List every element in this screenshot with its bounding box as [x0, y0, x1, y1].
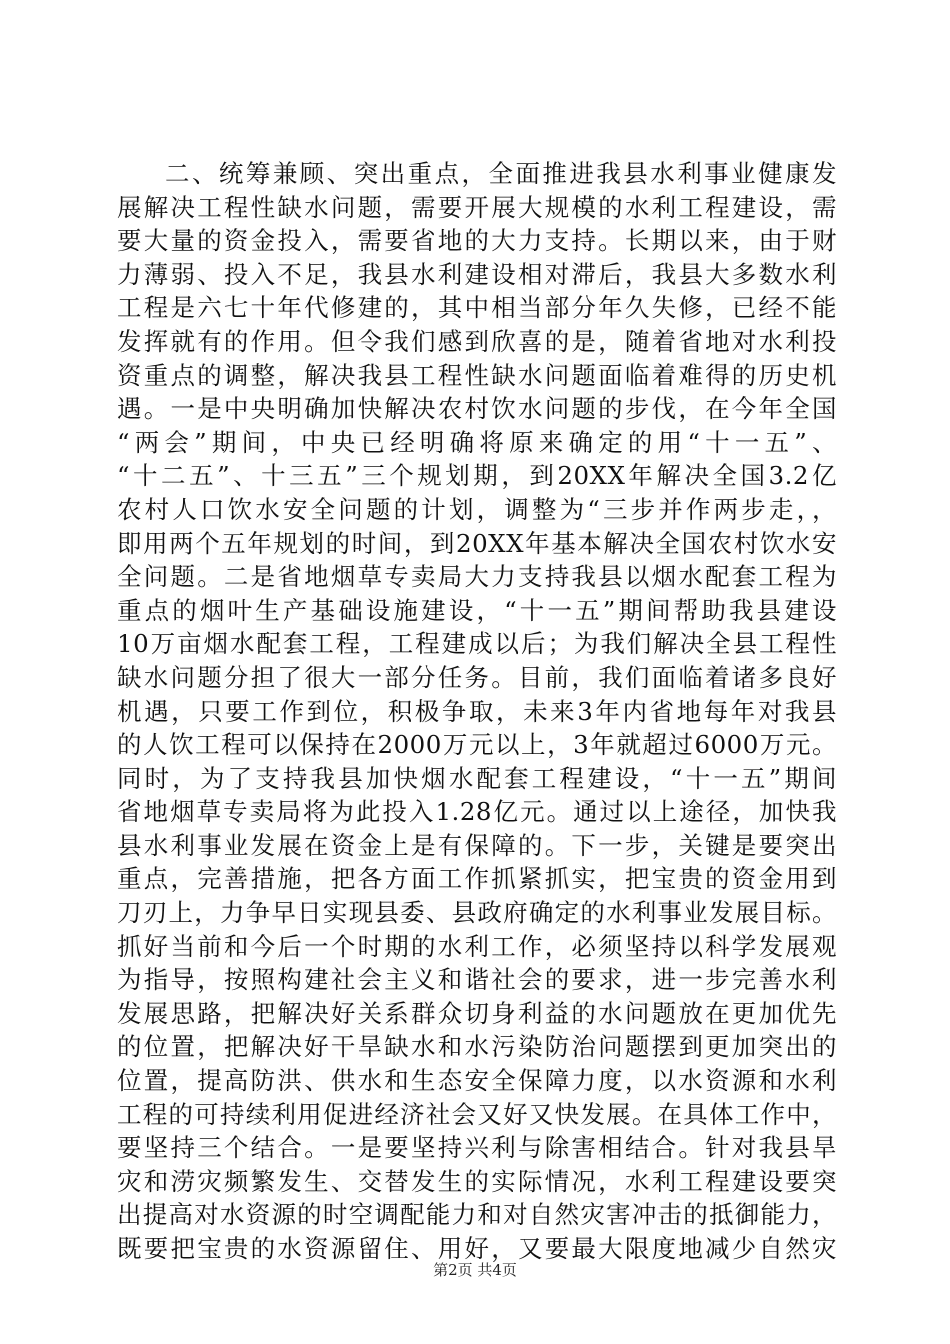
text-line: 机遇，只要工作到位，积极争取，未来3年内省地每年对我县	[117, 696, 837, 726]
text-line: 资重点的调整，解决我县工程性缺水问题面临着难得的历史机	[117, 360, 837, 390]
text-line: 发展思路，把解决好关系群众切身利益的水问题放在更加优先	[117, 998, 837, 1028]
text-line: “十二五”、十三五”三个规划期，到20XX年解决全国3.2亿	[117, 461, 837, 491]
text-line: 即用两个五年规划的时间，到20XX年基本解决全国农村饮水安	[117, 528, 837, 558]
text-line: 为指导，按照构建社会主义和谐社会的要求，进一步完善水利	[117, 965, 837, 995]
text-line: 刀刃上，力争早日实现县委、县政府确定的水利事业发展目标。	[117, 898, 837, 928]
text-line: 的位置，把解决好干旱缺水和水污染防治问题摆到更加突出的	[117, 1032, 837, 1062]
text-line: “两会”期间，中央已经明确将原来确定的用“十一五”、	[117, 427, 837, 457]
text-line: 既要把宝贵的水资源留住、用好，又要最大限度地减少自然灾	[117, 1234, 837, 1263]
text-line: 二、统筹兼顾、突出重点，全面推进我县水利事业健康发	[165, 159, 837, 188]
text-line: 全问题。二是省地烟草专卖局大力支持我县以烟水配套工程为	[117, 562, 837, 592]
text-line: 省地烟草专卖局将为此投入1.28亿元。通过以上途径，加快我	[117, 797, 837, 827]
text-line: 同时，为了支持我县加快烟水配套工程建设，“十一五”期间	[117, 763, 837, 793]
text-line: 位置，提高防洪、供水和生态安全保障力度，以水资源和水利	[117, 1066, 837, 1096]
body-paragraph	[117, 157, 837, 1266]
text-line: 力薄弱、投入不足，我县水利建设相对滞后，我县大多数水利	[117, 259, 837, 289]
text-line: 重点的烟叶生产基础设施建设，“十一五”期间帮助我县建设	[117, 595, 837, 625]
text-line: 工程是六七十年代修建的，其中相当部分年久失修，已经不能	[117, 293, 837, 323]
text-line: 农村人口饮水安全问题的计划，调整为“三步并作两步走，，	[117, 494, 837, 524]
text-line: 出提高对水资源的时空调配能力和对自然灾害冲击的抵御能力，	[117, 1200, 837, 1230]
text-line: 重点，完善措施，把各方面工作抓紧抓实，把宝贵的资金用到	[117, 864, 837, 894]
text-line: 缺水问题分担了很大一部分任务。目前，我们面临着诸多良好	[117, 662, 837, 692]
text-line: 发挥就有的作用。但令我们感到欣喜的是，随着省地对水利投	[117, 326, 837, 356]
text-line: 要坚持三个结合。一是要坚持兴利与除害相结合。针对我县旱	[117, 1133, 837, 1163]
text-line: 县水利事业发展在资金上是有保障的。下一步，关键是要突出	[117, 830, 837, 860]
text-line: 的人饮工程可以保持在2000万元以上，3年就超过6000万元。	[117, 730, 837, 760]
text-line: 遇。一是中央明确加快解决农村饮水问题的步伐，在今年全国	[117, 394, 837, 424]
text-line: 要大量的资金投入，需要省地的大力支持。长期以来，由于财	[117, 226, 837, 256]
text-line: 10万亩烟水配套工程，工程建成以后；为我们解决全县工程性	[117, 629, 837, 659]
text-line: 灾和涝灾频繁发生、交替发生的实际情况，水利工程建设要突	[117, 1166, 837, 1196]
text-line: 展解决工程性缺水问题，需要开展大规模的水利工程建设，需	[117, 192, 837, 222]
page-number-footer: 第2页 共4页	[433, 1261, 517, 1279]
text-line: 抓好当前和今后一个时期的水利工作，必须坚持以科学发展观	[117, 931, 837, 961]
text-line: 工程的可持续利用促进经济社会又好又快发展。在具体工作中，	[117, 1099, 837, 1129]
